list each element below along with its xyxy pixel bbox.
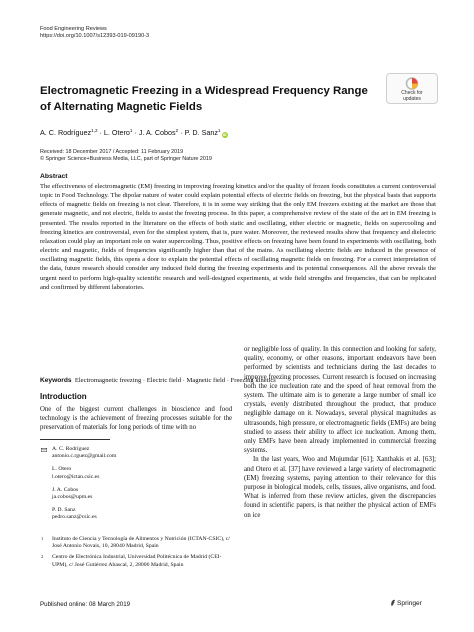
author-contacts [40,446,232,528]
affiliation-entry [40,536,232,550]
publisher-logo [390,599,422,608]
copyright: © Springer Science+Business Media, LLC, part of Springer Nature 2019 [40,156,212,163]
contact-name: L. Otero [52,466,72,473]
contact-name: A. C. Rodríguez [52,446,90,452]
contact-name: J. A. Cobos [52,486,79,493]
keywords-list: Electromagnetic freezing · Electric field · Magnetic field · Freezing kinetics [74,377,276,384]
author-separator: · [178,128,185,137]
affiliation-text: Instituto de Ciencia y Tecnología de Alimentos y Nutrición (ICTAN-CSIC), c/ José Antonio Novais, 10, 28040 Madrid, Spain [52,536,231,550]
contact-email[interactable]: ja.cobos@upm.es [52,494,93,501]
abstract-text: The effectiveness of electromagnetic (EM) freezing in improving freezing kinetics and/or the quality of frozen foods constitutes a current controversial topic in Food Technology. The dipolar nature of water could explain potential effects of electric fields on freezing, but the physical basis that supports effects of magnetic fields on freezing is not clear. Therefore, it is in some way striking that the only EM freezers existing at the market are those that generate magnetic, and not electric, fields to assist the freezing process. In this paper, a comprehensive review of the state of the art in EM freezing is presented. The results reported in the literature on the effects of both static and oscillating, either electric or magnetic, fields on supercooling and freezing kinetics are controversial, even for the simplest system, that is, pure water. Moreover, the reviewed results show that frequency and dielectric relaxation could play an important role on water supercooling. Thus, positive effects on freezing have been found in experiments with oscillating, both electric and magnetic, fields of frequencies significantly higher than that of the mains. As oscillating electric fields are induced in the presence of oscillating magnetic fields, this opens a door to explain the potential effects of oscillating magnetic fields on freezing. For a correct interpretation of the data, future research should consider any induced field during the freezing experiments and its potential consequences. All the above reveals the urgent need to perform high-quality scientific research and well-designed experiments, at wide field strengths and frequencies, that can be replicated and confirmed by different laboratories. [40,183,436,291]
author-name[interactable]: P. D. Sanz [184,128,218,137]
affiliation-entry [40,554,232,568]
author-affiliation-mark: 1,2 [91,128,98,133]
introduction-text: One of the biggest current challenges in bioscience and food technology is the achievement of freezing processes suitable for the preservation of materials for long periods of time with no [40,406,232,432]
orcid-icon[interactable]: iD [222,131,227,137]
author-affiliation-mark: 2 [175,128,179,133]
keywords-label: Keywords [40,377,72,384]
author-separator: · [97,128,104,137]
contact-name: P. D. Sanz [52,507,76,514]
paragraph: In the last years, Woo and Mujumdar [61]; Xanthakis et al. [63]; and Otero et al. [37] have reviewed a large variety of electromagnetic (EM) freezing systems, paying attention to their relevance for this purpose in biological models, cells, tissues, alive organisms, and food. What is inferred from these review articles, given the discrepancies found in scientific papers, is that neither the physical action of EMFs on ice [244,456,436,519]
author-affiliation-mark: 1 [218,128,221,133]
received-accepted: Received: 18 December 2017 / Accepted: 11 February 2019 [40,149,184,155]
contact-email[interactable]: antonio.c.rguez@gmail.com [52,453,117,460]
contact-entry [40,507,232,521]
badge-line2: updates [403,95,421,102]
abstract-heading: Abstract [40,173,68,180]
badge-line1: Check for [401,90,423,96]
introduction-heading: Introduction [40,392,87,401]
author-list [40,126,228,138]
affiliation-text: Centro de Electrónica Industrial, Universidad Politécnica de Madrid (CEI-UPM), c/ José Gutiérrez Abascal, 2, 28006 Madrid, Spain [52,554,222,568]
springer-horse-icon [390,599,396,606]
paragraph: or negligible loss of quality. In this connection and looking for safety, quality, economy, or other reasons, important endeavors have been performed by scientists and technicians during the last decades to improve freezing processes. Current research is focused on increasing both the ice nucleation rate and the speed of heat removal from the system. The ultimate aim is to generate a large number of small ice crystals, evenly distributed throughout the product, that produce negligible damage on it. Nowadays, several physical magnitudes as ultrasounds, high pressure, or electromagnetic fields (EMFs) are being studied to assess their ability to affect ice nucleation. Among them, only EMFs have been already implemented in commercial freezing systems. [244,346,436,455]
author-name[interactable]: L. Otero [103,128,130,137]
footnote-divider [40,439,110,440]
contact-entry [40,487,232,501]
contact-entry [40,466,232,480]
check-for-updates-badge[interactable] [386,73,438,104]
author-separator: · [132,128,139,137]
author-name[interactable]: J. A. Cobos [138,128,176,137]
publisher-name: Springer [397,600,422,607]
journal-name: Food Engineering Reviews [40,26,107,32]
article-title: Electromagnetic Freezing in a Widespread Frequency Range of Alternating Magnetic Fields [40,85,368,113]
published-online: Published online: 08 March 2019 [40,601,131,608]
right-column-text [244,345,436,520]
affiliation-number: 1 [41,536,44,541]
affiliations [40,536,232,573]
contact-email[interactable]: l.otero@ictan.csic.es [52,473,100,480]
envelope-icon [41,448,47,452]
journal-doi[interactable]: https://doi.org/10.1007/s12393-019-09190-3 [40,33,150,40]
article-dates [40,149,212,164]
check-updates-icon [404,77,420,90]
affiliation-number: 2 [41,554,44,560]
author-name[interactable]: A. C. Rodríguez [40,128,92,137]
journal-header [40,26,149,41]
contact-entry [40,446,232,460]
author-affiliation-mark: 1 [129,128,133,133]
contact-email[interactable]: pedro.sanz@csic.es [52,514,97,521]
